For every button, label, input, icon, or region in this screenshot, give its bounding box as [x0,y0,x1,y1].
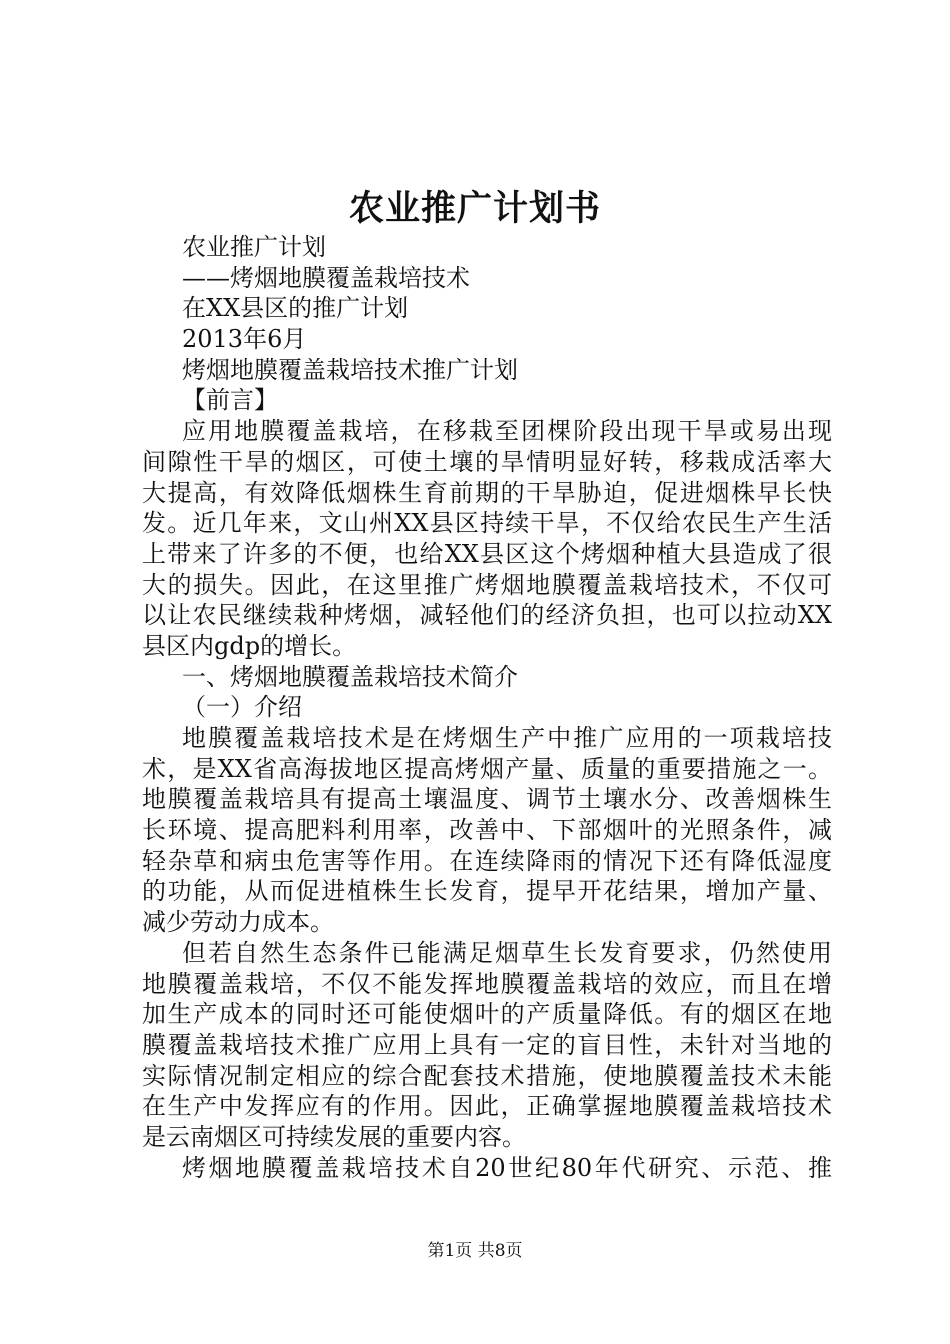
text-line: ——烤烟地膜覆盖栽培技术 [182,263,470,292]
text-line: 在XX县区的推广计划 [182,294,409,323]
text-line: 但若自然生态条件已能满足烟草生长发育要求，仍然使用 [182,938,832,967]
text-line: 应用地膜覆盖栽培，在移栽至团棵阶段出现干旱或易出现 [182,417,832,446]
text-line: 地膜覆盖栽培，不仅不能发挥地膜覆盖栽培的效应，而且在增 [142,969,832,998]
text-line: 实际情况制定相应的综合配套技术措施，使地膜覆盖技术未能 [142,1061,832,1090]
text-line: 上带来了许多的不便，也给XX县区这个烤烟种植大县造成了很 [142,539,832,568]
text-line: 烤烟地膜覆盖栽培技术推广计划 [182,355,518,384]
document-body [142,232,832,1183]
text-line: 农业推广计划 [182,233,326,261]
text-line: 县区内gdp的增长。 [142,631,357,660]
text-line: 膜覆盖栽培技术推广应用上具有一定的盲目性，未针对当地的 [142,1030,832,1059]
text-line: 间隙性干旱的烟区，可使土壤的旱情明显好转，移栽成活率大 [142,447,832,476]
text-line: 减少劳动力成本。 [142,908,334,937]
text-line: （一）介绍 [182,693,302,722]
text-line: 长环境、提高肥料利用率，改善中、下部烟叶的光照条件，减 [142,816,832,845]
text-line: 术，是XX省高海拔地区提高烤烟产量、质量的重要措施之一。 [142,754,832,783]
text-line: 一、烤烟地膜覆盖栽培技术简介 [182,662,518,691]
text-line: 大提高，有效降低烟株生育前期的干旱胁迫，促进烟株早长快 [142,478,832,507]
text-line: 加生产成本的同时还可能使烟叶的产质量降低。有的烟区在地 [142,1000,832,1029]
text-line: 地膜覆盖栽培具有提高土壤温度、调节土壤水分、改善烟株生 [142,785,832,814]
text-line: 的功能，从而促进植株生长发育，提早开花结果，增加产量、 [142,877,832,906]
page-footer: 第1页 共8页 [427,1241,523,1261]
text-line: 是云南烟区可持续发展的重要内容。 [142,1122,526,1151]
text-line: 【前言】 [182,386,278,415]
text-line: 以让农民继续栽种烤烟，减轻他们的经济负担，也可以拉动XX [142,601,832,630]
text-line: 发。近几年来，文山州XX县区持续干旱，不仅给农民生产生活 [142,509,832,538]
text-line: 地膜覆盖栽培技术是在烤烟生产中推广应用的一项栽培技 [182,724,832,752]
text-line: 轻杂草和病虫危害等作用。在连续降雨的情况下还有降低湿度 [142,846,832,875]
text-line: 在生产中发挥应有的作用。因此，正确掌握地膜覆盖栽培技术 [142,1092,832,1121]
text-line: 大的损失。因此，在这里推广烤烟地膜覆盖栽培技术，不仅可 [142,570,832,599]
document-title: 农业推广计划书 [348,188,601,229]
text-line: 烤烟地膜覆盖栽培技术自20世纪80年代研究、示范、推 [182,1153,832,1182]
text-line: 2013年6月 [182,325,307,354]
